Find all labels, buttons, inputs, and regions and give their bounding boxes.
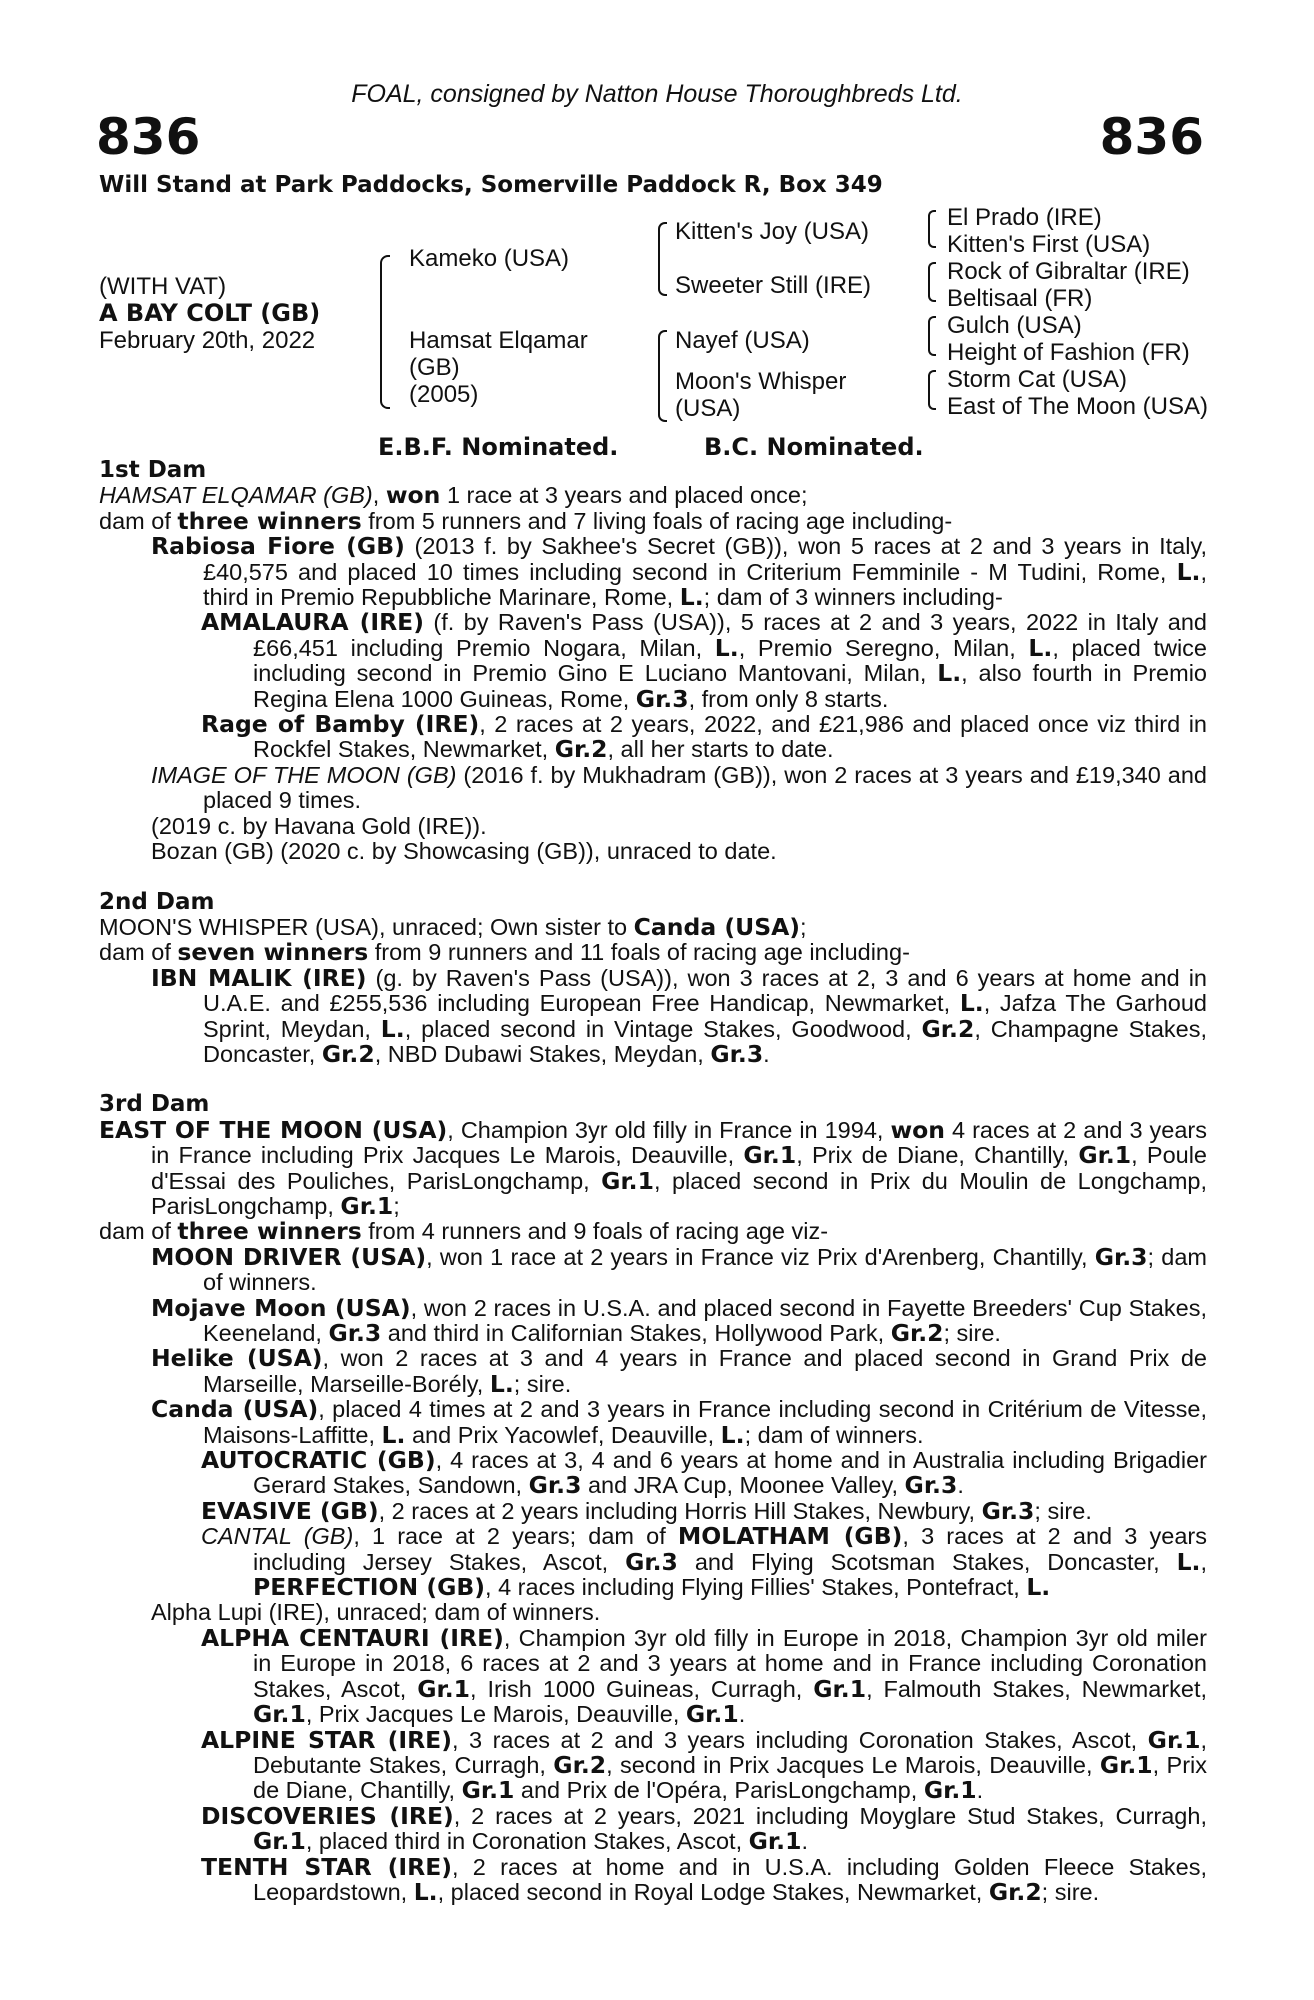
sire-name: Kameko (USA) [409, 245, 570, 272]
produce-canda: Canda (USA), placed 4 times at 2 and 3 years in France including second in Critérium de Vitesse, Maisons-Laffitte, L. and Prix Yacowlef, Deauville, L.; dam of winners. [151, 1395, 1207, 1449]
third-dam-heading: 3rd Dam [99, 1091, 210, 1118]
first-dam-line: HAMSAT ELQAMAR (GB), won 1 race at 3 years and placed once; [99, 481, 808, 510]
lot-number-right: 836 [1099, 108, 1204, 166]
pedigree-bracket-ds [928, 316, 936, 356]
lot-title: A BAY COLT (GB) [99, 299, 321, 327]
produce-ibn-malik: IBN MALIK (IRE) (g. by Raven's Pass (USA)), won 3 races at 2, 3 and 6 years at home and in U.A.E. and £255,536 including European Free Handicap, Newmarket, L., Jafza The Garhoud Sprint, Meydan, L., placed second in Vintage Stakes, Goodwood, Gr.2, Champagne Stakes, Doncaster, Gr.2, NBD Dubawi Stakes, Meydan, Gr.3. [151, 963, 1207, 1068]
produce-image-of-the-moon: IMAGE OF THE MOON (GB) (2016 f. by Mukhadram (GB)), won 2 races at 3 years and £19,340 and placed 9 times. [151, 761, 1207, 814]
third-dam-produce-summary: dam of three winners from 4 runners and 9 foals of racing age viz- [99, 1217, 829, 1246]
gen3-sss: El Prado (IRE) [947, 204, 1102, 231]
second-dam-line: MOON'S WHISPER (USA), unraced; Own sister to Canda (USA); [99, 912, 807, 941]
foaling-date: February 20th, 2022 [99, 327, 316, 354]
produce-rage-of-bamby: Rage of Bamby (IRE), 2 races at 2 years, 2022, and £21,986 and placed once viz third in Rockfel Stakes, Newmarket, Gr.2, all her starts to date. [201, 710, 1207, 764]
vat-note: (WITH VAT) [99, 273, 227, 300]
bc-nomination: B.C. Nominated. [704, 433, 924, 461]
produce-moon-driver: MOON DRIVER (USA), won 1 race at 2 years in France viz Prix d'Arenberg, Chantilly, Gr.3; dam of winners. [151, 1242, 1207, 1296]
gen3-dds: Storm Cat (USA) [947, 366, 1128, 393]
pedigree-bracket-sire [658, 222, 667, 296]
pedigree-bracket-ss [928, 210, 936, 248]
pedigree-bracket-dam [658, 330, 667, 422]
produce-rabiosa-fiore: Rabiosa Fiore (GB) (2013 f. by Sakhee's Secret (GB)), won 5 races at 2 and 3 years in Italy, £40,575 and placed 10 times including second in Criterium Femminile - M Tudini, Rome, L., third in Premio Repubbliche Marinare, Rome, L.; dam of 3 winners including- [151, 532, 1207, 612]
produce-amalaura: AMALAURA (IRE) (f. by Raven's Pass (USA)), 5 races at 2 and 3 years, 2022 in Italy and £66,451 including Premio Nogara, Milan, L., Premio Seregno, Milan, L., placed twice including second in Premio Gino E Luciano Mantovani, Milan, L., also fourth in Premio Regina Elena 1000 Guineas, Rome, Gr.3, from only 8 starts. [201, 608, 1207, 713]
gen3-sdd: Beltisaal (FR) [947, 285, 1093, 312]
produce-alpha-lupi: Alpha Lupi (IRE), unraced; dam of winners. [151, 1599, 601, 1626]
dam-dam-name-line2: (USA) [675, 395, 741, 422]
gen3-sds: Rock of Gibraltar (IRE) [947, 258, 1190, 285]
sire-sire-name: Kitten's Joy (USA) [675, 218, 869, 245]
produce-alpine-star: ALPINE STAR (IRE), 3 races at 2 and 3 years including Coronation Stakes, Ascot, Gr.1, Debutante Stakes, Curragh, Gr.2, second in Prix Jacques Le Marois, Deauville, Gr.1, Prix de Diane, Chantilly, Gr.1 and Prix de l'Opéra, ParisLongchamp, Gr.1. [201, 1725, 1208, 1805]
dam-name-line2: (GB) [409, 354, 460, 381]
gen3-ddd: East of The Moon (USA) [947, 393, 1208, 420]
first-dam-heading: 1st Dam [99, 457, 207, 483]
dam-name-line1: Hamsat Elqamar [409, 327, 588, 354]
produce-mojave-moon: Mojave Moon (USA), won 2 races in U.S.A. and placed second in Fayette Breeders' Cup Stakes, Keeneland, Gr.3 and third in Californian Stakes, Hollywood Park, Gr.2; sire. [151, 1293, 1207, 1347]
produce-alpha-centauri: ALPHA CENTAURI (IRE), Champion 3yr old filly in Europe in 2018, Champion 3yr old miler in Europe in 2018, 6 races at 2 and 3 years at home and in France including Coronation Stakes, Ascot, Gr.1, Irish 1000 Guineas, Curragh, Gr.1, Falmouth Stakes, Newmarket, Gr.1, Prix Jacques Le Marois, Deauville, Gr.1. [201, 1623, 1208, 1729]
consignor-line: FOAL, consigned by Natton House Thoroughbreds Ltd. [351, 80, 963, 108]
dam-dam-name-line1: Moon's Whisper [675, 368, 847, 395]
dam-sire-name: Nayef (USA) [675, 327, 810, 354]
pedigree-bracket-dd [928, 370, 936, 410]
lot-number-left: 836 [96, 108, 201, 166]
produce-helike: Helike (USA), won 2 races at 3 and 4 years in France and placed second in Grand Prix de Marseille, Marseille-Borély, L.; sire. [151, 1344, 1207, 1398]
pedigree-bracket-gen1 [380, 255, 390, 409]
produce-discoveries: DISCOVERIES (IRE), 2 races at 2 years, 2021 including Moyglare Stud Stakes, Curragh, Gr.1, placed third in Coronation Stakes, Ascot, Gr.1. [201, 1801, 1207, 1856]
produce-cantal: CANTAL (GB), 1 race at 2 years; dam of MOLATHAM (GB), 3 races at 2 and 3 years including Jersey Stakes, Ascot, Gr.3 and Flying Scotsman Stakes, Doncaster, L., PERFECTION (GB), 4 races including Flying Fillies' Stakes, Pontefract, L. [201, 1522, 1208, 1602]
third-dam-east-of-the-moon: EAST OF THE MOON (USA), Champion 3yr old filly in France in 1994, won 4 races at 2 and 3 years in France including Prix Jacques Le Marois, Deauville, Gr.1, Prix de Diane, Chantilly, Gr.1, Poule d'Essai des Pouliches, ParisLongchamp, Gr.1, placed second in Prix du Moulin de Longchamp, ParisLongchamp, Gr.1; [99, 1115, 1208, 1220]
produce-autocratic: AUTOCRATIC (GB), 4 races at 3, 4 and 6 years at home and in Australia including Brigadier Gerard Stakes, Sandown, Gr.3 and JRA Cup, Moonee Valley, Gr.3. [201, 1446, 1207, 1500]
produce-tenth-star: TENTH STAR (IRE), 2 races at home and in U.S.A. including Golden Fleece Stakes, Leopardstown, L., placed second in Royal Lodge Stakes, Newmarket, Gr.2; sire. [201, 1852, 1207, 1906]
gen3-dsd: Height of Fashion (FR) [947, 339, 1190, 366]
first-dam-produce-summary: dam of three winners from 5 runners and 7 living foals of racing age including- [99, 506, 953, 535]
ebf-nomination: E.B.F. Nominated. [378, 433, 619, 461]
produce-2019-colt: (2019 c. by Havana Gold (IRE)). [151, 812, 487, 839]
dam-foaled-year: (2005) [409, 381, 479, 408]
stabling-location: Will Stand at Park Paddocks, Somerville Paddock R, Box 349 [99, 172, 883, 198]
second-dam-produce-summary: dam of seven winners from 9 runners and 11 foals of racing age including- [99, 938, 910, 967]
gen3-ssd: Kitten's First (USA) [947, 231, 1151, 258]
pedigree-bracket-sd [928, 262, 936, 302]
produce-bozan: Bozan (GB) (2020 c. by Showcasing (GB)), unraced to date. [151, 838, 777, 865]
second-dam-heading: 2nd Dam [99, 888, 215, 915]
gen3-dss: Gulch (USA) [947, 312, 1082, 339]
produce-evasive: EVASIVE (GB), 2 races at 2 years including Horris Hill Stakes, Newbury, Gr.3; sire. [201, 1496, 1092, 1525]
sire-dam-name: Sweeter Still (IRE) [675, 272, 872, 299]
produce-record [99, 458, 1207, 1905]
